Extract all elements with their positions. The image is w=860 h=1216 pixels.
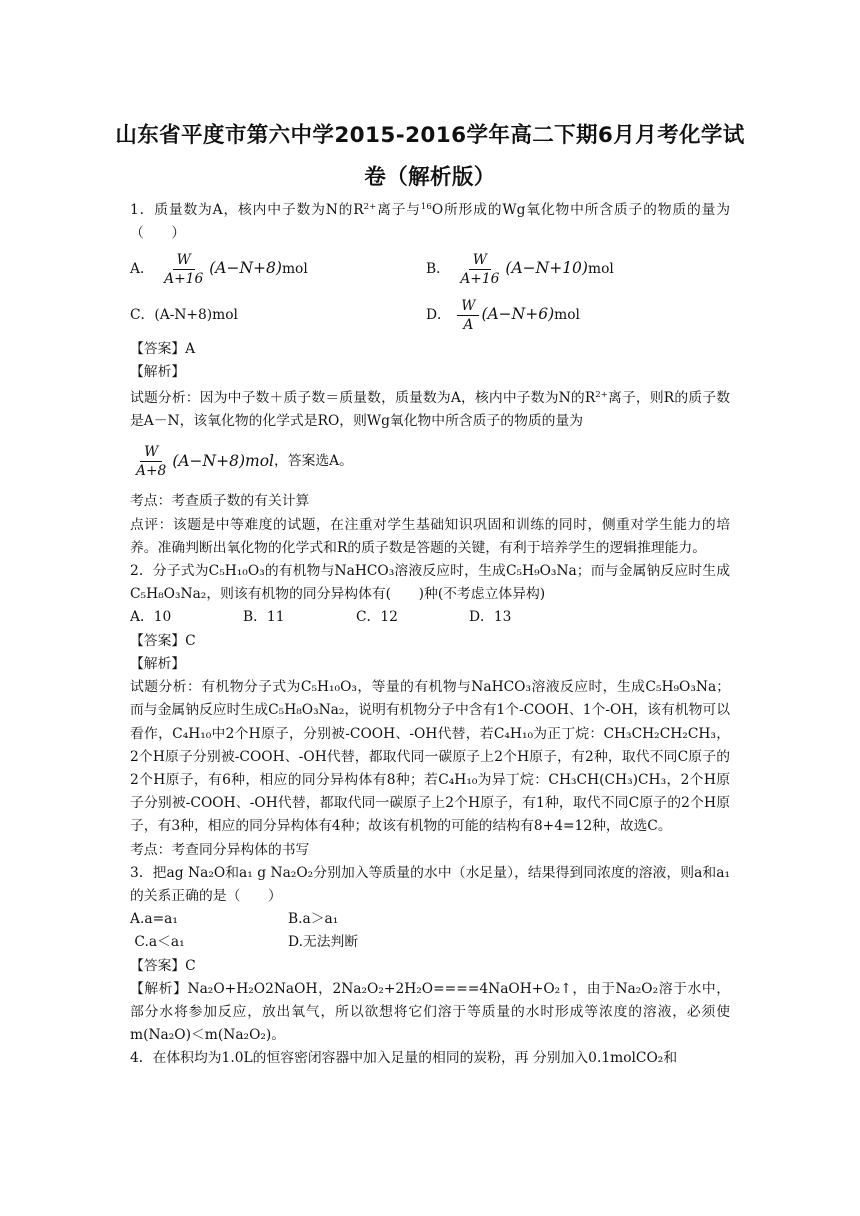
q3-option-d: D.无法判断 <box>288 934 359 951</box>
q1-option-a: A． $\frac{W}{A+16}$ (A−N+8)mol <box>130 252 308 288</box>
q1-analysis-formula: $\frac{W}{A+8}$ (A−N+8)mol ，答案选A。 <box>130 436 730 486</box>
q1-kaodian: 考点：考查质子数的有关计算 <box>130 493 310 510</box>
q1-analysis-heading: 【解析】 <box>130 363 186 380</box>
q1-answer: 【答案】A <box>130 340 196 357</box>
q1-option-d-fraction: $\frac{W}{A}$ <box>457 297 479 334</box>
q1-stem: 1．质量数为A，核内中子数为N的$R^{2+}$离子与$^{16}$O所形成的Wg氧化物中所含质子的物质的量为 （ ） <box>130 202 731 242</box>
q1-analysis: 试题分析：因为中子数＋质子数＝质量数，质量数为A，核内中子数为N的$R^{2+}$离子，则R的质子数是A－N，该氧化物的化学式是RO，则Wg氧化物中所含质子的物质的量为 <box>130 389 730 430</box>
q1-option-d: D． $\frac{W}{A}$ (A−N+6)mol <box>426 298 580 334</box>
page-title-line1: 山东省平度市第六中学2015-2016学年高二下期6月月考化学试 <box>115 123 745 148</box>
q1-option-b-fraction: $\frac{W}{A+16}$ <box>460 252 500 288</box>
q1-option-a-fraction: $\frac{W}{A+16}$ <box>164 252 204 288</box>
q3-options-row2 <box>130 931 730 954</box>
q1-option-c: C．(A-N+8)mol <box>130 306 238 323</box>
page-title-line2: 卷（解析版） <box>364 165 496 190</box>
q2-option-c: C．12 <box>356 609 398 626</box>
q3-option-c: C.a＜a₁ <box>130 934 185 951</box>
q1-formula-fraction: $\frac{W}{A+8}$ <box>136 443 167 479</box>
q3-analysis: 【解析】Na₂O+H₂O2NaOH，2Na₂O₂+2H₂O====4NaOH+O₂↑，由于Na₂O₂溶于水中，部分水将参加反应，放出氧气，所以欲想将它们溶于等质量的水时形成等浓度的溶液，必须使m(Na₂O)＜m(Na₂O₂)。 <box>130 980 730 1044</box>
q3-option-b: B.a＞a₁ <box>288 911 339 928</box>
q1-option-b: B． $\frac{W}{A+16}$ (A−N+10)mol <box>426 252 614 288</box>
q1-dianping: 点评：该题是中等难度的试题，在注重对学生基础知识巩固和训练的同时，侧重对学生能力的培养。准确判断出氧化物的化学式和R的质子数是答题的关键，有利于培养学生的逻辑推理能力。 <box>130 516 730 556</box>
q2-analysis: 试题分析：有机物分子式为C₅H₁₀O₃，等量的有机物与NaHCO₃溶液反应时，生成C₅H₉O₃Na；而与金属钠反应时生成C₅H₈O₃Na₂，说明有机物分子中含有1个-COOH、1个-OH，该有机物可以看作，C₄H₁₀中2个H原子，分别被-COOH、-OH代替，若C₄H₁₀为正丁烷：CH₃CH₂CH₂CH₃，2个H原子分别被-COOH、-OH代替，都取代同一碳原子上2个H原子，有2种，取代不同C原子的2个H原子，有6种，相应的同分异构体有8种；若C₄H₁₀为异丁烷：CH₃CH(CH₃)CH₃，2个H原子分别被-COOH、-OH代替，都取代同一碳原子上2个H原子，有1种，取代不同C原子的2个H原子，有3种，相应的同分异构体有4种；故该有机物的可能的结构有8+4=12种，故选C。 <box>130 679 730 835</box>
q3-stem: 3．把ag Na₂O和a₁ g Na₂O₂分别加入等质量的水中（水足量），结果得到同浓度的溶液，则a和a₁的关系正确的是（ ） <box>130 864 730 904</box>
q4-stem: 4．在体积均为1.0L的恒容密闭容器中加入足量的相同的炭粉，再 分别加入0.1molCO₂和 <box>130 1050 678 1067</box>
q2-option-b: B．11 <box>243 609 285 626</box>
q2-kaodian: 考点：考查同分异构体的书写 <box>130 841 310 858</box>
q2-stem: 2．分子式为C₅H₁₀O₃的有机物与NaHCO₃溶液反应时，生成C₅H₉O₃Na；而与金属钠反应时生成C₅H₈O₃Na₂，则该有机物的同分异构体有( )种(不考虑立体异构) <box>130 563 730 603</box>
q2-analysis-heading: 【解析】 <box>130 655 186 672</box>
q3-answer: 【答案】C <box>130 957 196 974</box>
q2-option-a: A．10 <box>130 609 172 626</box>
q2-options <box>130 606 730 629</box>
q2-option-d: D．13 <box>469 609 512 626</box>
q3-option-a: A.a=a₁ <box>130 911 178 928</box>
q1-options-row1 <box>130 246 730 294</box>
q3-options-row1 <box>130 908 730 931</box>
document-body <box>130 196 730 1071</box>
q2-answer: 【答案】C <box>130 632 196 649</box>
q1-options-row2 <box>130 294 730 338</box>
